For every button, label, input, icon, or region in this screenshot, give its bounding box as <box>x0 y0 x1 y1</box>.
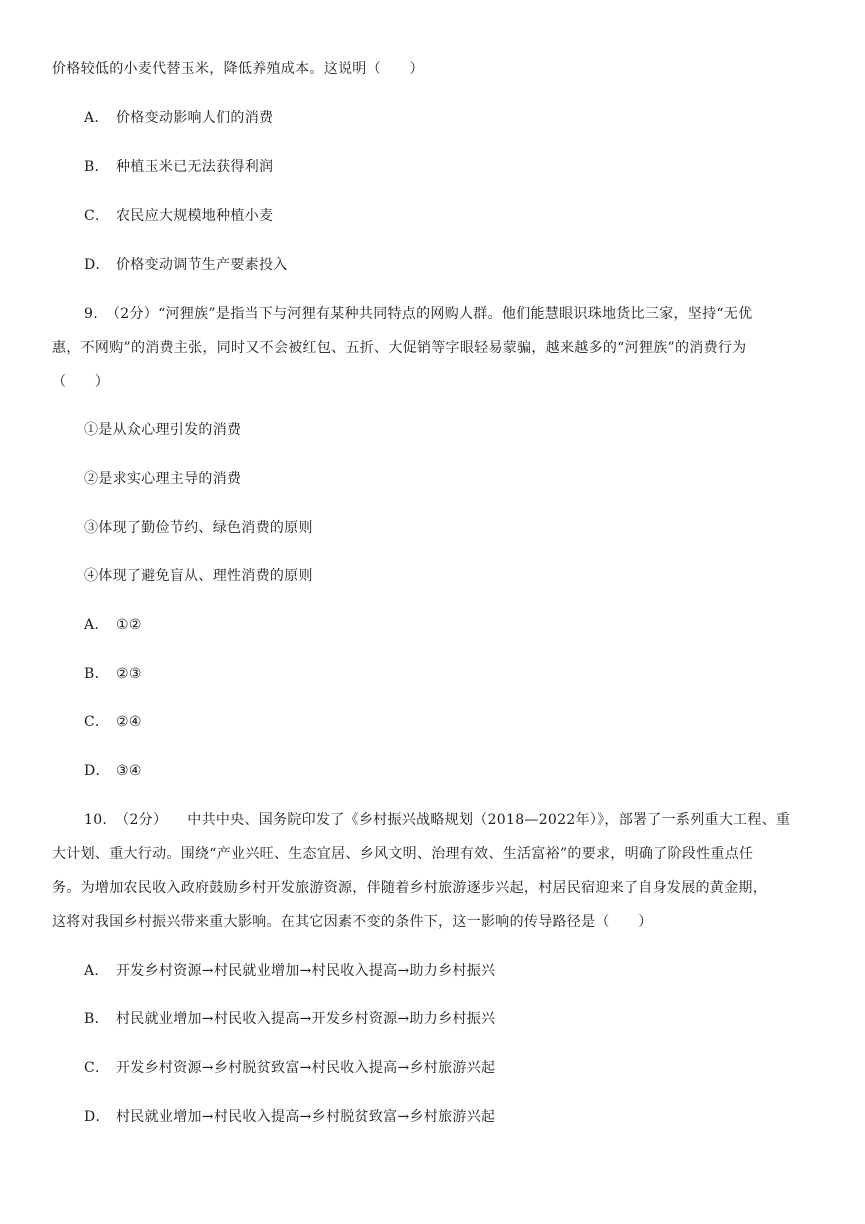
q9-statement-2: ②是求实心理主导的消费 <box>84 471 242 487</box>
option-letter: C． <box>84 208 110 224</box>
option-letter: A． <box>84 110 109 126</box>
q8-option-a[interactable] <box>84 109 273 127</box>
q9-stem-line-3: （ ） <box>52 374 110 390</box>
q9-option-c[interactable] <box>84 713 142 731</box>
option-letter: A． <box>84 963 109 979</box>
option-text: 价格变动影响人们的消费 <box>116 110 274 126</box>
option-text: 村民就业增加→村民收入提高→开发乡村资源→助力乡村振兴 <box>116 1011 496 1027</box>
option-letter: B． <box>84 1011 109 1027</box>
q10-stem-line-1 <box>84 811 790 829</box>
option-letter: B． <box>84 159 109 175</box>
option-text: ③④ <box>116 763 142 779</box>
question-number: 9. <box>84 306 98 322</box>
q9-statement-4: ④体现了避免盲从、理性消费的原则 <box>84 568 313 584</box>
option-letter: D． <box>84 1109 110 1125</box>
q9-option-b[interactable] <box>84 665 142 683</box>
question-number: 10. <box>84 812 108 828</box>
option-letter: D． <box>84 257 110 273</box>
q9-stem-line-1 <box>84 305 752 323</box>
option-text: ①② <box>116 617 142 633</box>
q8-option-c[interactable] <box>84 207 273 225</box>
option-text: 农民应大规模地种植小麦 <box>116 208 274 224</box>
q9-statement-1: ①是从众心理引发的消费 <box>84 422 242 438</box>
q10-stem-line-3: 务。为增加农民收入政府鼓励乡村开发旅游资源，伴随着乡村旅游逐步兴起，村居民宿迎来了自身发展的黄金期， <box>52 880 767 896</box>
q10-stem-line-4: 这将对我国乡村振兴带来重大影响。在其它因素不变的条件下，这一影响的传导路径是（ ） <box>52 914 653 930</box>
option-letter: C． <box>84 1060 110 1076</box>
option-text: ②④ <box>116 714 142 730</box>
option-letter: D． <box>84 763 110 779</box>
option-text: 开发乡村资源→乡村脱贫致富→村民收入提高→乡村旅游兴起 <box>116 1060 496 1076</box>
q10-option-d[interactable] <box>84 1108 495 1126</box>
option-text: 村民就业增加→村民收入提高→乡村脱贫致富→乡村旅游兴起 <box>116 1109 496 1125</box>
option-letter: A． <box>84 617 109 633</box>
q8-option-d[interactable] <box>84 256 288 274</box>
option-letter: B． <box>84 666 109 682</box>
option-letter: C． <box>84 714 110 730</box>
option-text: 价格变动调节生产要素投入 <box>116 257 288 273</box>
q9-option-d[interactable] <box>84 762 142 780</box>
option-text: 开发乡村资源→村民就业增加→村民收入提高→助力乡村振兴 <box>116 963 496 979</box>
q8-option-b[interactable] <box>84 158 273 176</box>
question-score: （2分） <box>105 306 159 322</box>
option-text: 种植玉米已无法获得利润 <box>116 159 274 175</box>
q9-option-a[interactable] <box>84 616 142 634</box>
q10-option-a[interactable] <box>84 962 495 980</box>
q10-option-c[interactable] <box>84 1059 495 1077</box>
question-stem: “河狸族”是指当下与河狸有某种共同特点的网购人群。他们能慧眼识珠地货比三家，坚持“无优 <box>158 306 753 322</box>
q10-stem-line-2: 大计划、重大行动。围绕“产业兴旺、生态宜居、乡风文明、治理有效、生活富裕”的要求，明确了阶段性重点任 <box>52 846 754 862</box>
q8-stem-end: 价格较低的小麦代替玉米，降低养殖成本。这说明（ ） <box>52 61 424 77</box>
q9-stem-line-2: 惠，不网购”的消费主张，同时又不会被红包、五折、大促销等字眼轻易蒙骗，越来越多的“河狸族”的消费行为 <box>52 340 747 356</box>
q10-option-b[interactable] <box>84 1010 495 1028</box>
q9-statement-3: ③体现了勤俭节约、绿色消费的原则 <box>84 520 313 536</box>
question-stem: 中共中央、国务院印发了《乡村振兴战略规划（2018—2022年）》，部署了一系列重大工程、重 <box>187 812 791 828</box>
option-text: ②③ <box>116 666 142 682</box>
question-score: （2分） <box>115 812 168 828</box>
